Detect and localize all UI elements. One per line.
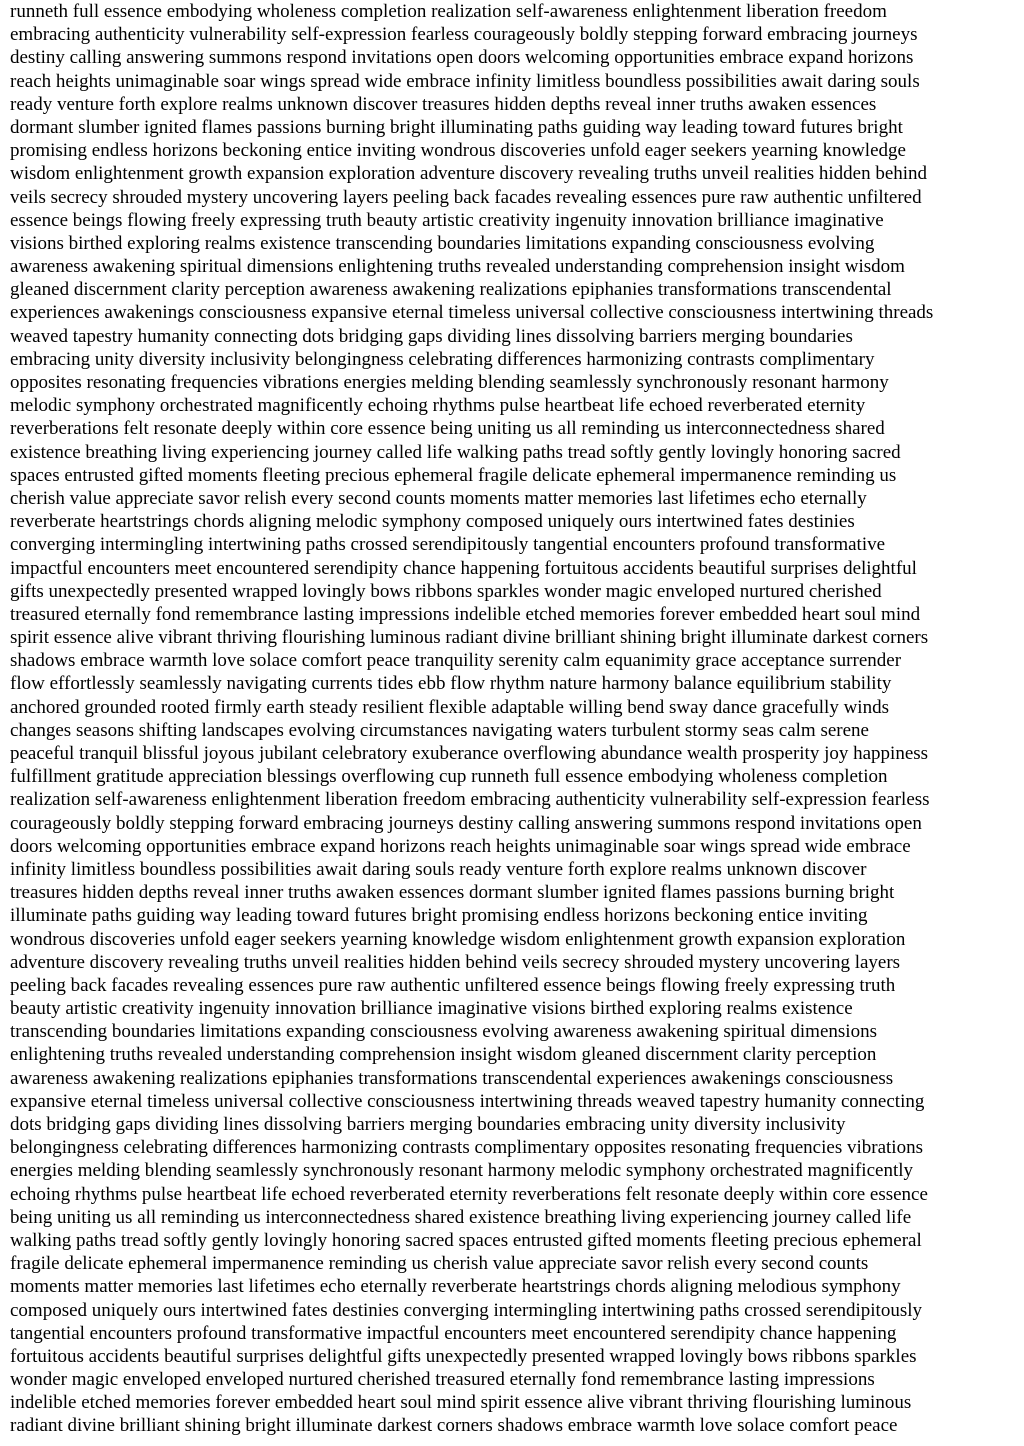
text-line: spirit essence alive vibrant thriving flourishing luminous radiant divine brilliant shining bright illuminate darkest corners	[10, 627, 929, 649]
text-line: wondrous discoveries unfold eager seekers yearning knowledge wisdom enlightenment growth expansion exploration	[10, 928, 906, 950]
text-line: treasures hidden depths reveal inner truths awaken essences dormant slumber ignited flames passions burning bright	[10, 882, 895, 904]
text-line: tangential encounters profound transformative impactful encounters meet encountered serendipity chance happening	[10, 1322, 897, 1344]
text-line: awareness awakening realizations epiphanies transformations transcendental experiences awakenings consciousness	[10, 1067, 894, 1089]
text-line: realization self-awareness enlightenment liberation freedom embracing authenticity vulnerability self-expression fearless	[10, 789, 930, 811]
text-line: flow effortlessly seamlessly navigating currents tides ebb flow rhythm nature harmony balance equilibrium stability	[10, 673, 892, 695]
text-line: runneth full essence embodying wholeness completion realization self-awareness enlightenment liberation freedom	[10, 1, 887, 22]
text-line: doors welcoming opportunities embrace expand horizons reach heights unimaginable soar wings spread wide embrace	[10, 835, 911, 857]
text-line: embracing unity diversity inclusivity belongingness celebrating differences harmonizing contrasts complimentary	[10, 348, 875, 370]
text-line: spaces entrusted gifted moments fleeting precious ephemeral fragile delicate ephemeral impermanence reminding us	[10, 464, 897, 486]
text-line: peaceful tranquil blissful joyous jubilant celebratory exuberance overflowing abundance wealth prosperity joy happiness	[10, 743, 929, 764]
text-line: reverberate heartstrings chords aligning melodic symphony composed uniquely ours intertwined fates destinies	[10, 511, 855, 533]
text-line: fortuitous accidents beautiful surprises delightful gifts unexpectedly presented wrapped lovingly bows ribbons sparkles	[10, 1345, 917, 1367]
text-line: gifts unexpectedly presented wrapped lovingly bows ribbons sparkles wonder magic enveloped nurtured cherished	[10, 580, 882, 602]
text-line: transcending boundaries limitations expanding consciousness evolving awareness awakening spiritual dimensions	[10, 1021, 877, 1043]
text-line: fulfillment gratitude appreciation blessings overflowing cup runneth full essence embodying wholeness completion	[10, 766, 888, 788]
text-line: reach heights unimaginable soar wings spread wide embrace infinity limitless boundless possibilities await daring souls	[10, 70, 920, 92]
text-line: being uniting us all reminding us interconnectedness shared existence breathing living experiencing journey called life	[10, 1206, 912, 1228]
text-line: infinity limitless boundless possibilities await daring souls ready venture forth explore realms unknown discover	[10, 858, 867, 880]
text-line: beauty artistic creativity ingenuity innovation brilliance imaginative visions birthed exploring realms existence	[10, 998, 853, 1020]
text-line: expansive eternal timeless universal collective consciousness intertwining threads weaved tapestry humanity connecting	[10, 1090, 925, 1112]
text-line: fragile delicate ephemeral impermanence reminding us cherish value appreciate savor relish every second counts	[10, 1253, 869, 1275]
text-line: opposites resonating frequencies vibrations energies melding blending seamlessly synchronously resonant harmony	[10, 372, 889, 393]
text-line: impactful encounters meet encountered serendipity chance happening fortuitous accidents beautiful surprises delightful	[10, 557, 917, 579]
text-line: gleaned discernment clarity perception awareness awakening realizations epiphanies transformations transcendental	[10, 279, 892, 301]
text-line: illuminate paths guiding way leading toward futures bright promising endless horizons beckoning entice inviting	[10, 905, 868, 927]
text-line: experiences awakenings consciousness expansive eternal timeless universal collective consciousness intertwining threads	[10, 302, 934, 324]
text-line: composed uniquely ours intertwined fates destinies converging intermingling intertwining paths crossed serendipitously	[10, 1299, 923, 1321]
text-line: wonder magic enveloped enveloped nurtured cherished treasured eternally fond remembrance lasting impressions	[10, 1369, 875, 1391]
text-line: walking paths tread softly gently lovingly honoring sacred spaces entrusted gifted moments fleeting precious ephemeral	[10, 1229, 922, 1251]
text-line: promising endless horizons beckoning entice inviting wondrous discoveries unfold eager seekers yearning knowledge	[10, 140, 906, 162]
text-line: echoing rhythms pulse heartbeat life echoed reverberated eternity reverberations felt resonate deeply within core essence	[10, 1183, 928, 1205]
body-text	[10, 0, 1024, 1438]
text-line: treasured eternally fond remembrance lasting impressions indelible etched memories forever embedded heart soul mind	[10, 603, 921, 625]
text-line: cherish value appreciate savor relish every second counts moments matter memories last lifetimes echo eternally	[10, 487, 867, 509]
text-line: essence beings flowing freely expressing truth beauty artistic creativity ingenuity innovation brilliance imaginative	[10, 209, 884, 231]
text-line: melodic symphony orchestrated magnificently echoing rhythms pulse heartbeat life echoed reverberated eternity	[10, 395, 866, 417]
text-line: changes seasons shifting landscapes evolving circumstances navigating waters turbulent stormy seas calm serene	[10, 719, 869, 741]
text-line: wisdom enlightenment growth expansion exploration adventure discovery revealing truths unveil realities hidden behind	[10, 163, 928, 185]
text-line: existence breathing living experiencing journey called life walking paths tread softly gently lovingly honoring sacred	[10, 441, 901, 463]
text-line: anchored grounded rooted firmly earth steady resilient flexible adaptable willing bend sway dance gracefully winds	[10, 696, 889, 718]
text-line: awareness awakening spiritual dimensions enlightening truths revealed understanding comprehension insight wisdom	[10, 256, 905, 278]
text-line: enlightening truths revealed understanding comprehension insight wisdom gleaned discernment clarity perception	[10, 1044, 877, 1066]
text-line: dots bridging gaps dividing lines dissolving barriers merging boundaries embracing unity diversity inclusivity	[10, 1114, 846, 1135]
text-line: courageously boldly stepping forward embracing journeys destiny calling answering summons respond invitations open	[10, 812, 922, 834]
text-line: visions birthed exploring realms existence transcending boundaries limitations expanding consciousness evolving	[10, 232, 875, 254]
text-line: radiant divine brilliant shining bright illuminate darkest corners shadows embrace warmth love solace comfort peace	[10, 1415, 898, 1437]
text-line: adventure discovery revealing truths unveil realities hidden behind veils secrecy shrouded mystery uncovering layers	[10, 951, 901, 973]
text-line: reverberations felt resonate deeply within core essence being uniting us all reminding us interconnectedness shared	[10, 418, 885, 440]
text-line: destiny calling answering summons respond invitations open doors welcoming opportunities embrace expand horizons	[10, 47, 914, 69]
text-line: peeling back facades revealing essences pure raw authentic unfiltered essence beings flowing freely expressing truth	[10, 974, 896, 996]
text-line: energies melding blending seamlessly synchronously resonant harmony melodic symphony orchestrated magnificently	[10, 1160, 914, 1182]
text-line: weaved tapestry humanity connecting dots bridging gaps dividing lines dissolving barriers merging boundaries	[10, 325, 853, 347]
text-line: ready venture forth explore realms unknown discover treasures hidden depths reveal inner truths awaken essences	[10, 93, 877, 115]
text-line: embracing authenticity vulnerability self-expression fearless courageously boldly stepping forward embracing journeys	[10, 24, 918, 46]
text-line: moments matter memories last lifetimes echo eternally reverberate heartstrings chords aligning melodious symphony	[10, 1276, 901, 1298]
text-line: veils secrecy shrouded mystery uncovering layers peeling back facades revealing essences pure raw authentic unfiltered	[10, 186, 922, 208]
text-line: shadows embrace warmth love solace comfort peace tranquility serenity calm equanimity grace acceptance surrender	[10, 650, 902, 672]
text-line: indelible etched memories forever embedded heart soul mind spirit essence alive vibrant thriving flourishing luminous	[10, 1392, 912, 1414]
text-line: converging intermingling intertwining paths crossed serendipitously tangential encounters profound transformative	[10, 534, 886, 556]
text-line: belongingness celebrating differences harmonizing contrasts complimentary opposites resonating frequencies vibrations	[10, 1137, 923, 1159]
text-line: dormant slumber ignited flames passions burning bright illuminating paths guiding way leading toward futures bright	[10, 116, 903, 138]
